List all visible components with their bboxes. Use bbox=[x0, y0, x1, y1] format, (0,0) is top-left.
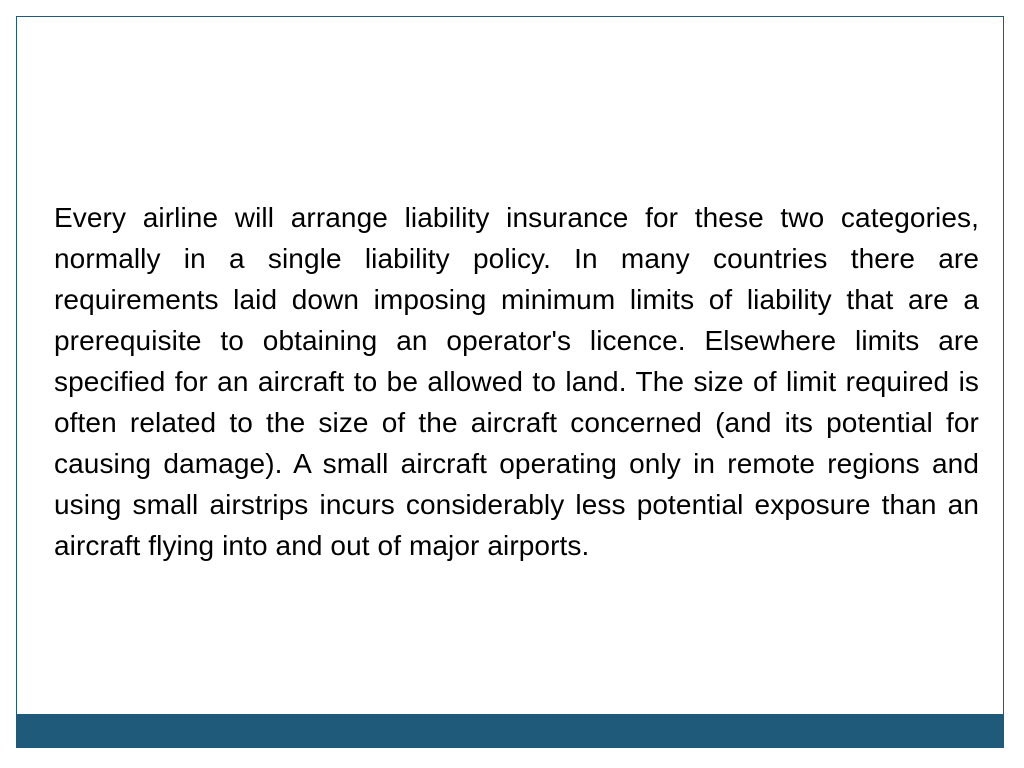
slide-body-text: Every airline will arrange liability insurance for these two categories, normally in a single liability policy. In many countries there are requirements laid down imposing minimum limits of liability that are a prerequisite to obtaining an operator's licence. Elsewhere limits are specified for an aircraft to be allowed to land. The size of limit required is often related to the size of the aircraft concerned (and its potential for causing damage). A small aircraft operating only in remote regions and using small airstrips incurs considerably less potential exposure than an aircraft flying into and out of major airports. bbox=[54, 202, 979, 561]
slide bbox=[16, 16, 1004, 748]
footer-bar bbox=[17, 714, 1003, 747]
